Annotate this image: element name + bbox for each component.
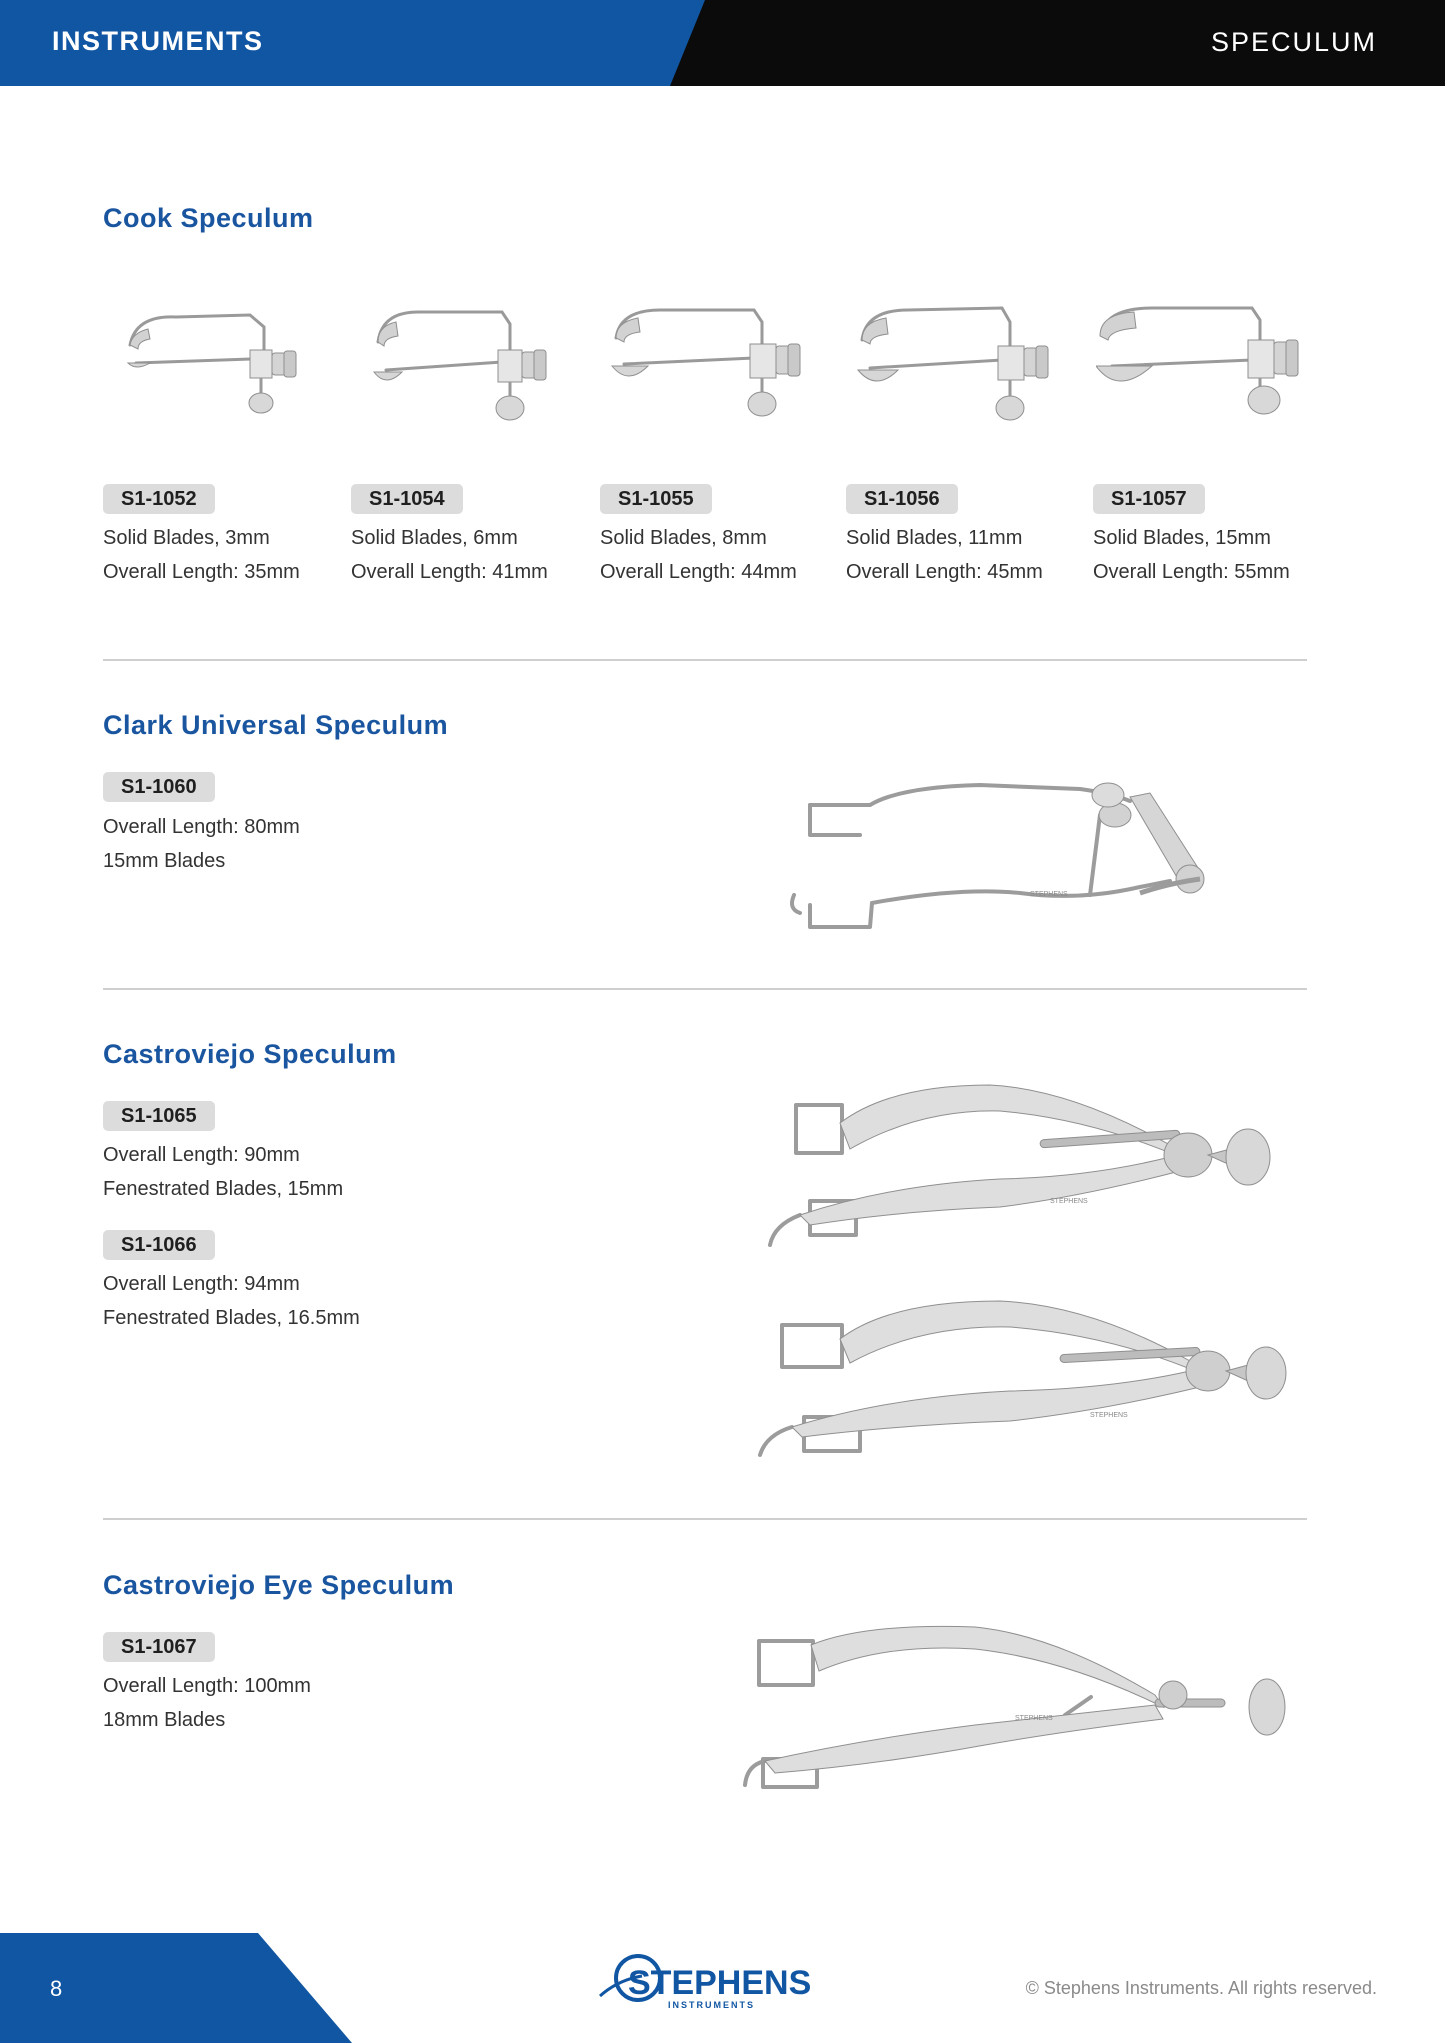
page-header [0, 0, 1445, 86]
spec-line: Overall Length: 90mm [103, 1144, 300, 1166]
instrument-engraving: STEPHENS [1090, 1412, 1128, 1419]
cook-speculum-image-1 [126, 305, 306, 420]
product-code-badge: S1-1055 [600, 484, 712, 514]
copyright-notice: © Stephens Instruments. All rights reserved. [1025, 1978, 1377, 1998]
spec-line: 15mm Blades [103, 850, 226, 872]
spec-line: Solid Blades, 3mm [103, 527, 270, 549]
product-code-badge: S1-1065 [103, 1101, 215, 1131]
spec-line: Solid Blades, 8mm [600, 527, 767, 549]
instrument-engraving: STEPHENS [1050, 1198, 1088, 1205]
product-code-badge: S1-1066 [103, 1230, 215, 1260]
logo-wordmark: STEPHENS [628, 1964, 812, 2002]
logo-subtitle: INSTRUMENTS [668, 2000, 755, 2010]
stephens-logo [598, 1950, 812, 2012]
castroviejo-speculum-image-2 [730, 1295, 1300, 1465]
castroviejo-eye-speculum-title: Castroviejo Eye Speculum [103, 1570, 455, 1600]
clark-speculum-image [780, 775, 1240, 935]
product-code-badge: S1-1057 [1093, 484, 1205, 514]
clark-speculum-title: Clark Universal Speculum [103, 710, 449, 740]
section-divider [103, 659, 1307, 661]
cook-speculum-image-3 [610, 300, 810, 425]
cook-speculum-image-5 [1096, 300, 1306, 425]
spec-line: Overall Length: 94mm [103, 1273, 300, 1295]
product-code-badge: S1-1052 [103, 484, 215, 514]
page-number: 8 [50, 1976, 63, 2001]
spec-line: Overall Length: 55mm [1093, 561, 1290, 583]
spec-line: Solid Blades, 15mm [1093, 527, 1271, 549]
spec-line: Overall Length: 44mm [600, 561, 797, 583]
castroviejo-eye-speculum-image [735, 1615, 1295, 1795]
product-code-badge: S1-1056 [846, 484, 958, 514]
cook-speculum-title: Cook Speculum [103, 203, 314, 233]
product-code-badge: S1-1060 [103, 772, 215, 802]
spec-line: Overall Length: 45mm [846, 561, 1043, 583]
castroviejo-speculum-image-1 [740, 1075, 1290, 1255]
cook-speculum-image-4 [856, 300, 1056, 430]
spec-line: Fenestrated Blades, 16.5mm [103, 1307, 360, 1329]
instrument-engraving: STEPHENS [1030, 891, 1068, 898]
header-section: SPECULUM [1210, 27, 1377, 57]
product-code-badge: S1-1054 [351, 484, 463, 514]
section-divider [103, 988, 1307, 990]
spec-line: Overall Length: 100mm [103, 1675, 311, 1697]
cook-speculum-image-2 [370, 300, 560, 425]
header-category: INSTRUMENTS [52, 26, 264, 56]
spec-line: Solid Blades, 6mm [351, 527, 518, 549]
spec-line: Overall Length: 80mm [103, 816, 300, 838]
spec-line: Fenestrated Blades, 15mm [103, 1178, 344, 1200]
section-divider [103, 1518, 1307, 1520]
spec-line: 18mm Blades [103, 1709, 226, 1731]
instrument-engraving: STEPHENS [1015, 1715, 1053, 1722]
spec-line: Overall Length: 35mm [103, 561, 300, 583]
product-code-badge: S1-1067 [103, 1632, 215, 1662]
spec-line: Solid Blades, 11mm [846, 527, 1023, 549]
spec-line: Overall Length: 41mm [351, 561, 548, 583]
castroviejo-speculum-title: Castroviejo Speculum [103, 1039, 397, 1069]
